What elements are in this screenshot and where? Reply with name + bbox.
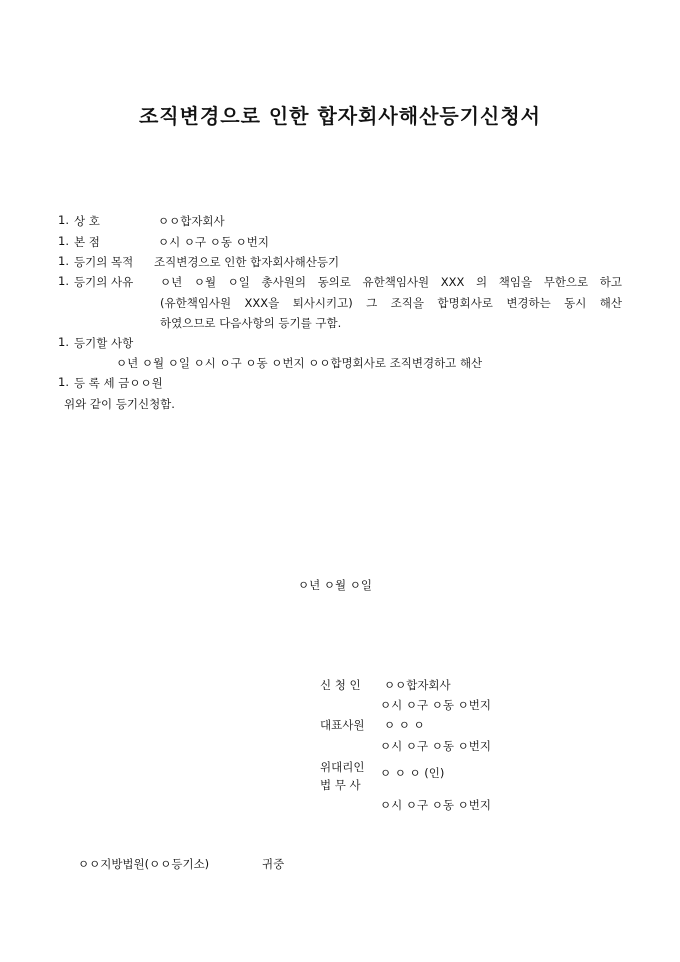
item-tax	[58, 375, 163, 390]
agent-label-1: 위대리인	[320, 760, 365, 774]
item-marker: 1.	[58, 254, 69, 268]
item-marker: 1.	[58, 274, 69, 288]
reason-line-2: (유한책임사원 XXX을 퇴사시키고) 그 조직을 합명회사로 변경하는 동시 해산	[160, 296, 622, 310]
item-label: 등기할 사항	[74, 336, 134, 350]
item-head-office	[58, 234, 269, 249]
applicant-label: 신 청 인	[320, 678, 361, 692]
item-value: ㅇㅇ합자회사	[158, 214, 225, 228]
reason-line-1: ㅇ년 ㅇ월 ㅇ일 총사원의 동의로 유한책임사원 XXX 의 책임을 무한으로 하고	[160, 275, 622, 289]
item-reason	[58, 274, 134, 289]
agent-address: ㅇ시 ㅇ구 ㅇ동 ㅇ번지	[380, 798, 491, 812]
item-label: 본 점	[74, 235, 100, 249]
item-value: ㅇ시 ㅇ구 ㅇ동 ㅇ번지	[158, 235, 269, 249]
item-label: 등 록 세 금ㅇㅇ원	[74, 376, 163, 390]
applicant-name: ㅇㅇ합자회사	[384, 678, 451, 692]
representative-label: 대표사원	[320, 718, 365, 732]
reason-line-3: 하였으므로 다음사항의 등기를 구함.	[160, 316, 342, 330]
application-date: ㅇ년 ㅇ월 ㅇ일	[298, 578, 372, 592]
item-matters	[58, 335, 134, 350]
closing-statement: 위와 같이 등기신청함.	[64, 397, 175, 411]
item-trade-name	[58, 213, 225, 228]
item-value: 조직변경으로 인한 합자회사해산등기	[154, 255, 340, 269]
item-marker: 1.	[58, 213, 69, 227]
item-label: 등기의 목적	[74, 255, 134, 269]
item-marker: 1.	[58, 234, 69, 248]
representative-name: ㅇ ㅇ ㅇ	[384, 718, 425, 732]
document-title: 조직변경으로 인한 합자회사해산등기신청서	[138, 104, 541, 128]
agent-name: ㅇ ㅇ ㅇ (인)	[380, 766, 445, 780]
item-purpose	[58, 254, 340, 269]
representative-address: ㅇ시 ㅇ구 ㅇ동 ㅇ번지	[380, 739, 491, 753]
court-name: ㅇㅇ지방법원(ㅇㅇ등기소)	[78, 857, 210, 871]
item-marker: 1.	[58, 375, 69, 389]
item-label: 상 호	[74, 214, 100, 228]
matters-value: ㅇ년 ㅇ월 ㅇ일 ㅇ시 ㅇ구 ㅇ동 ㅇ번지 ㅇㅇ합명회사로 조직변경하고 해산	[116, 356, 483, 370]
applicant-address: ㅇ시 ㅇ구 ㅇ동 ㅇ번지	[380, 698, 491, 712]
item-label: 등기의 사유	[74, 275, 134, 289]
agent-label-2: 법 무 사	[320, 778, 361, 792]
item-marker: 1.	[58, 335, 69, 349]
court-suffix: 귀중	[262, 857, 285, 871]
